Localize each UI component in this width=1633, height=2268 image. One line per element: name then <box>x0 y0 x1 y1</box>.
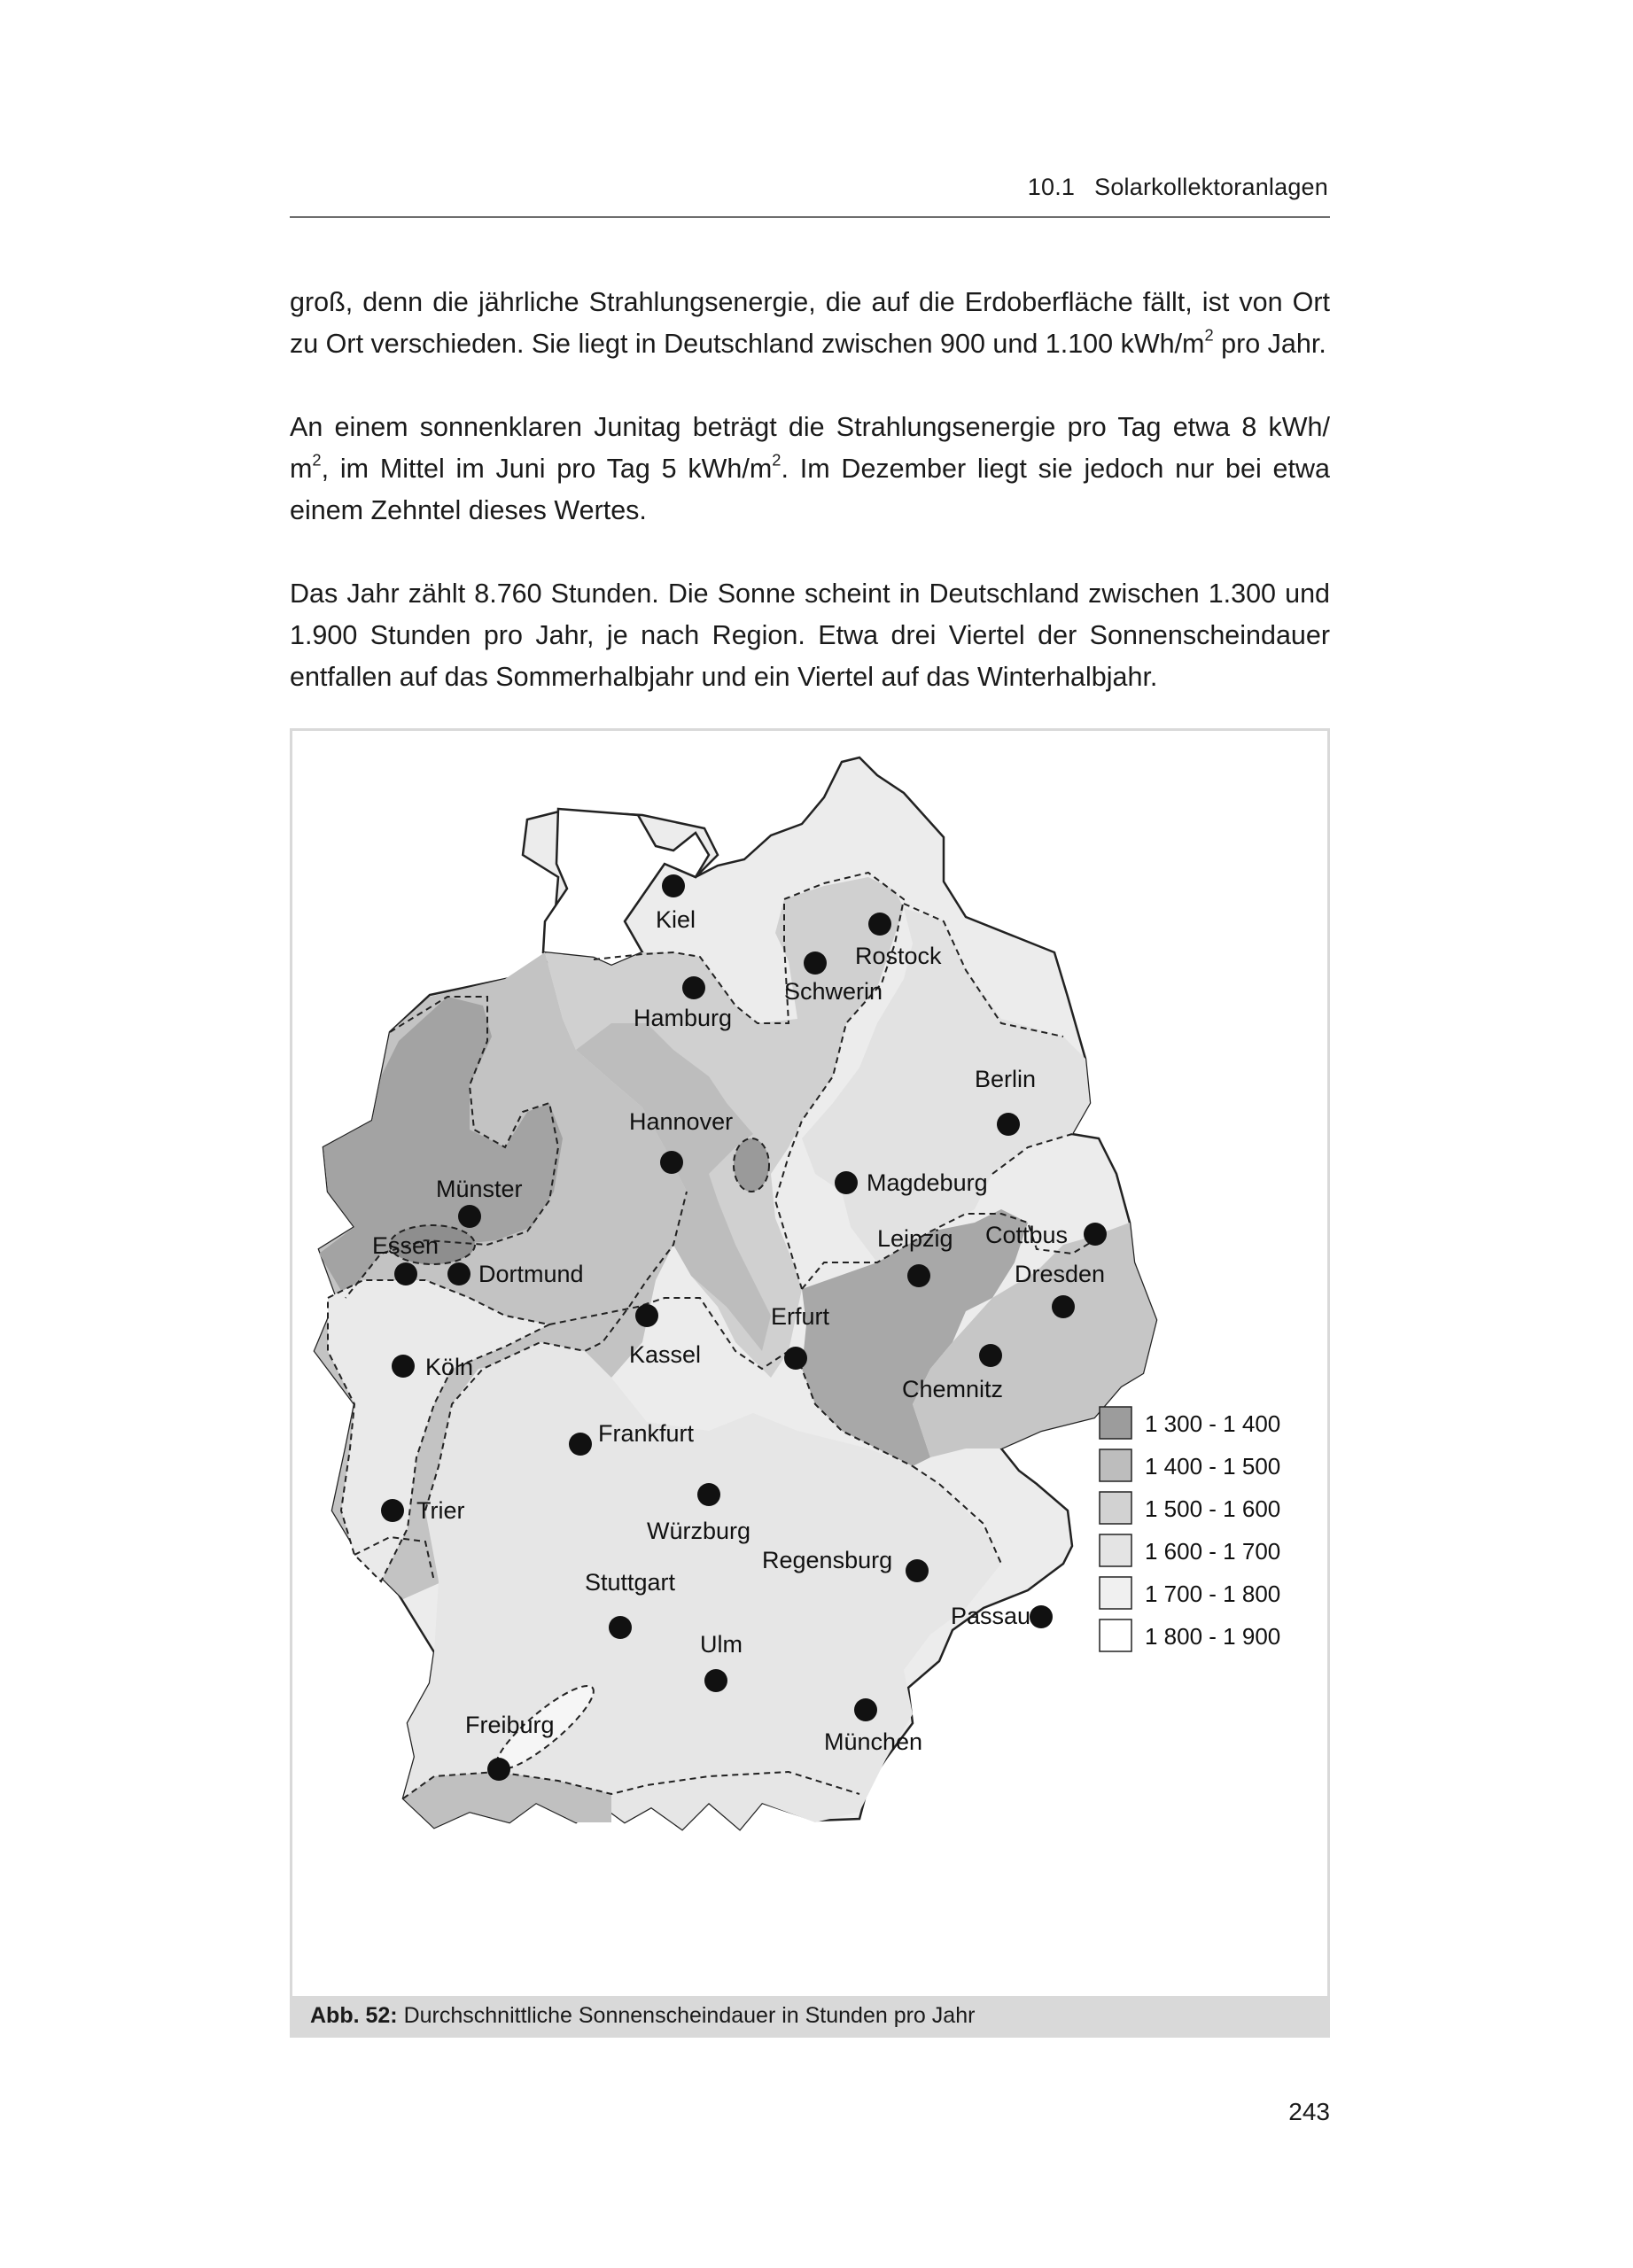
legend-label: 1 800 - 1 900 <box>1145 1623 1281 1650</box>
figure-caption <box>292 1996 1327 2035</box>
city-label: Chemnitz <box>902 1376 1004 1402</box>
paragraph-2-text-end: . Im Dezember liegt sie jedoch nur bei etwa einem Zehntel dieses Wertes. <box>290 454 1330 525</box>
caption-text: Durchschnittliche Sonnenscheindauer in Stunden pro Jahr <box>397 2003 976 2028</box>
legend-item <box>1100 1577 1280 1609</box>
legend-label: 1 300 - 1 400 <box>1145 1410 1281 1437</box>
city-label: Passau <box>951 1603 1031 1629</box>
caption-label: Abb. 52: <box>310 2003 398 2028</box>
running-header-text <box>1028 174 1328 201</box>
city-label: Freiburg <box>465 1712 555 1738</box>
city-label: Schwerin <box>784 978 883 1005</box>
legend-label: 1 700 - 1 800 <box>1145 1581 1281 1607</box>
superscript: 2 <box>1204 325 1214 345</box>
paragraph-2-text-mid: , im Mittel im Juni pro Tag 5 kWh/m <box>321 454 773 484</box>
city-label: Stuttgart <box>585 1569 676 1596</box>
city-label: Erfurt <box>771 1303 830 1330</box>
page-number: 243 <box>1288 2098 1330 2125</box>
city-label: Magdeburg <box>867 1169 988 1196</box>
city-label: Dresden <box>1015 1261 1106 1287</box>
city-trier <box>381 1497 465 1524</box>
city-label: Hamburg <box>634 1005 733 1031</box>
legend-item <box>1100 1492 1280 1524</box>
paragraph-2-text: An einem sonnenklaren Junitag beträgt die Strahlungsenergie pro Tag etwa 8 kWh/ m <box>290 412 1330 484</box>
city-label: Kassel <box>629 1341 702 1368</box>
city-label: Berlin <box>975 1066 1037 1092</box>
paragraph-1 <box>290 282 1330 365</box>
superscript: 2 <box>772 450 782 470</box>
legend-item <box>1100 1534 1280 1566</box>
body-text <box>290 282 1330 740</box>
legend-label: 1 600 - 1 700 <box>1145 1538 1281 1565</box>
paragraph-2 <box>290 407 1330 532</box>
map-legend <box>1100 1407 1280 1651</box>
city-label: Kiel <box>656 906 696 933</box>
city-label: Essen <box>372 1232 439 1259</box>
section-title: Solarkollektoranlagen <box>1094 174 1328 200</box>
paragraph-3: Das Jahr zählt 8.760 Stunden. Die Sonne scheint in Deutschland zwischen 1.300 und 1.900 Stunden pro Jahr, je nach Region. Etwa drei Viertel der Sonnenscheindauer entfallen auf das Sommerhalbjahr und ein Viertel auf das Winterhalbjahr. <box>290 579 1330 692</box>
city-label: Frankfurt <box>598 1420 695 1447</box>
city-label: Trier <box>416 1497 465 1524</box>
city-label: Dortmund <box>478 1261 584 1287</box>
legend-item <box>1100 1407 1280 1439</box>
city-koeln <box>392 1354 473 1380</box>
section-number: 10.1 <box>1027 174 1076 200</box>
city-label: München <box>824 1728 923 1755</box>
region-1300-1400-harz <box>734 1138 769 1192</box>
paragraph-1-text: groß, denn die jährliche Strahlungsenergie, die auf die Erdoberfläche fällt, ist von Ort zu Ort verschieden. Sie liegt in Deutschland zwischen 900 und 1.100 kWh/m <box>290 287 1330 359</box>
legend-item <box>1100 1449 1280 1481</box>
city-label: Cottbus <box>985 1222 1069 1248</box>
city-label: Hannover <box>629 1108 734 1135</box>
city-passau <box>951 1603 1053 1629</box>
superscript: 2 <box>312 450 322 470</box>
city-label: Würzburg <box>647 1518 751 1544</box>
city-label: Ulm <box>700 1631 743 1658</box>
legend-label: 1 500 - 1 600 <box>1145 1495 1281 1522</box>
legend-item <box>1100 1619 1280 1651</box>
figure-sunshine-map <box>290 728 1330 2038</box>
germany-sunshine-map <box>292 731 1327 1996</box>
paragraph-1-text-end: pro Jahr. <box>1213 329 1326 359</box>
city-label: Köln <box>425 1354 474 1380</box>
city-label: Rostock <box>855 943 942 969</box>
running-header <box>290 174 1330 218</box>
city-label: Leipzig <box>877 1225 953 1252</box>
legend-label: 1 400 - 1 500 <box>1145 1453 1281 1480</box>
city-label: Münster <box>436 1176 523 1202</box>
city-label: Regensburg <box>762 1547 893 1573</box>
